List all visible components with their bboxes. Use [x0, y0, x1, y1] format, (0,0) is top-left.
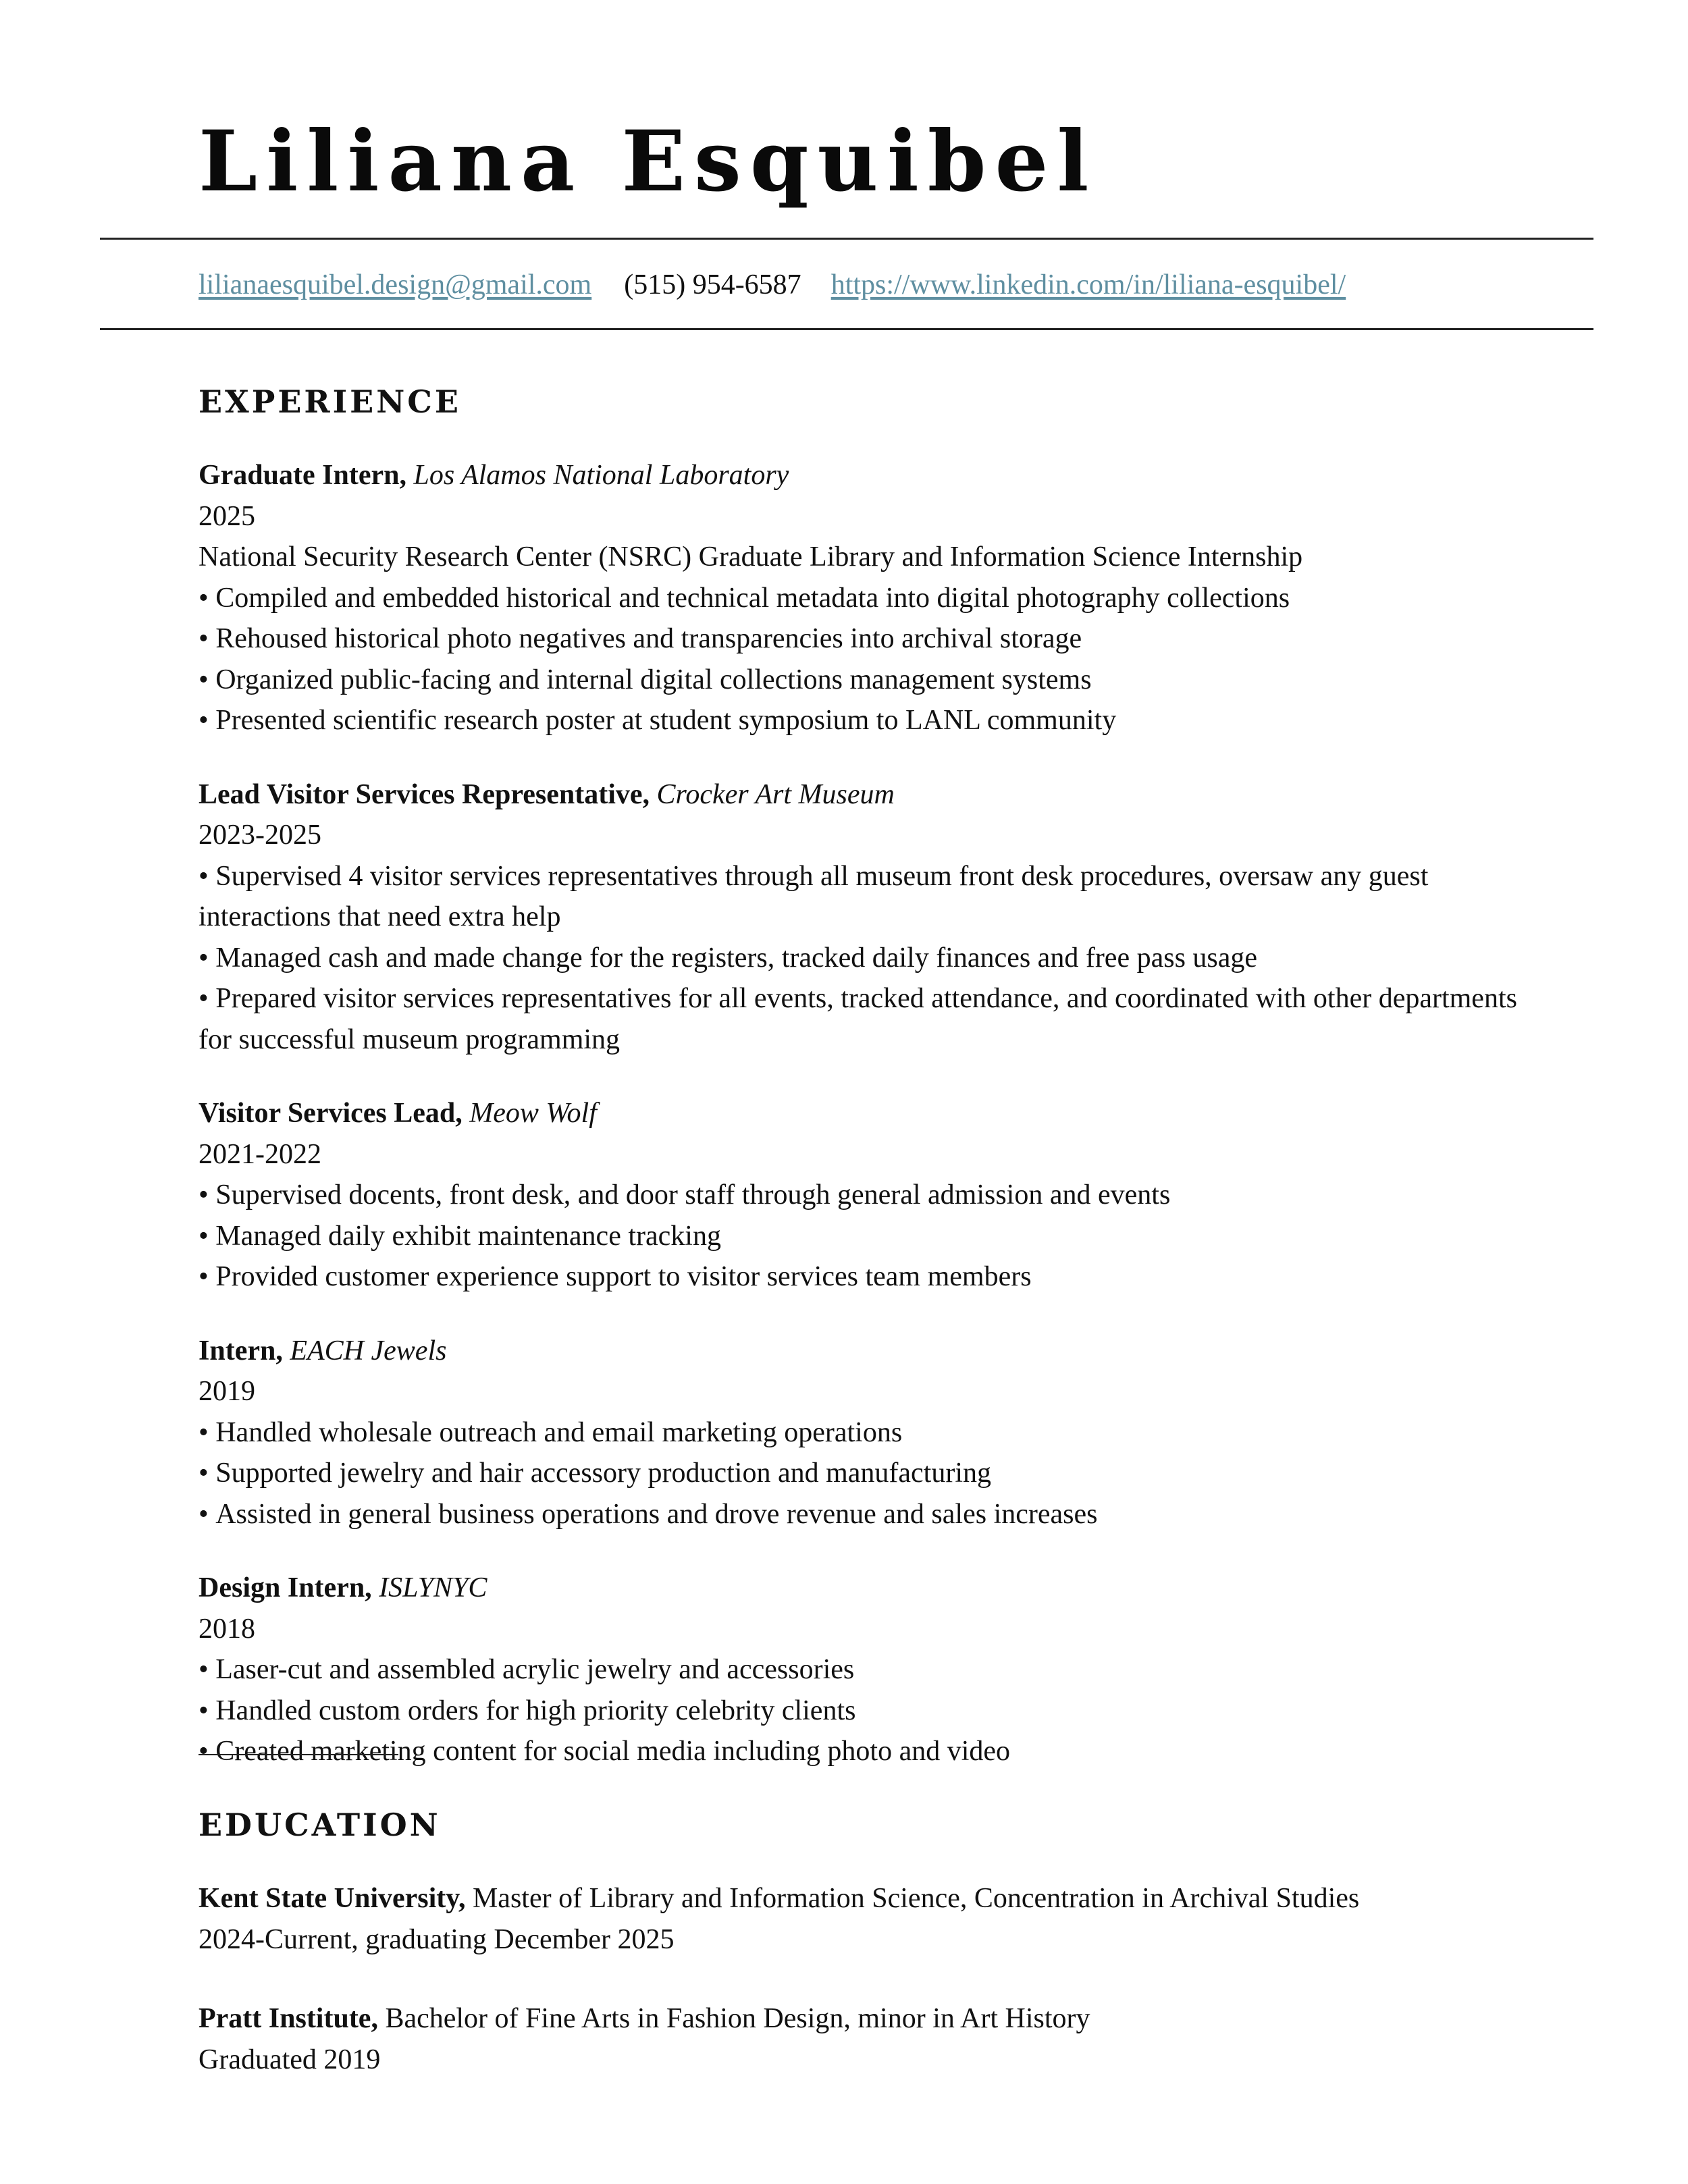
- job-years: 2021-2022: [199, 1138, 321, 1170]
- experience-list: [199, 455, 1535, 1805]
- job-header: [199, 1568, 1535, 1609]
- bullet-item: • Organized public-facing and internal digital collections management systems: [199, 660, 1535, 701]
- job-organization: Meow Wolf: [469, 1098, 597, 1129]
- email-link[interactable]: lilianaesquibel.design@gmail.com: [199, 269, 592, 300]
- job-title: Intern,: [199, 1335, 283, 1366]
- job-title: Visitor Services Lead,: [199, 1098, 463, 1129]
- job-header: [199, 455, 1535, 496]
- job-entry: [199, 774, 1535, 1061]
- job-description: National Security Research Center (NSRC) Graduate Library and Information Science Internship: [199, 541, 1303, 572]
- phone-number: (515) 954-6587: [624, 269, 801, 300]
- job-bullets: [199, 856, 1535, 1061]
- job-years: 2018: [199, 1613, 255, 1645]
- education-dates: 2024-Current, graduating December 2025: [199, 1923, 675, 1955]
- job-entry: [199, 1093, 1535, 1298]
- job-organization: ISLYNYC: [379, 1572, 487, 1603]
- bullet-item: • Managed cash and made change for the registers, tracked daily finances and free pass usage: [199, 938, 1535, 979]
- job-entry: [199, 1331, 1535, 1535]
- education-dates: Graduated 2019: [199, 2044, 381, 2075]
- bullet-item: • Rehoused historical photo negatives and transparencies into archival storage: [199, 618, 1535, 660]
- education-entry: [199, 1878, 1535, 1960]
- bullet-item: • Supervised 4 visitor services representatives through all museum front desk procedures, oversaw any guest interactions that need extra help: [199, 856, 1535, 938]
- job-title: Design Intern,: [199, 1572, 372, 1603]
- bullet-item: • Supported jewelry and hair accessory production and manufacturing: [199, 1453, 1535, 1494]
- bullet-item: • Prepared visitor services representatives for all events, tracked attendance, and coordinated with other departments for successful museum programming: [199, 978, 1535, 1060]
- job-title: Lead Visitor Services Representative,: [199, 778, 650, 810]
- section-divider: [199, 1754, 398, 1755]
- linkedin-link[interactable]: https://www.linkedin.com/in/liliana-esquibel/: [830, 269, 1346, 300]
- school-name: Kent State University,: [199, 1883, 466, 1914]
- job-header: [199, 774, 1535, 816]
- school-name: Pratt Institute,: [199, 2003, 378, 2034]
- bullet-item: • Assisted in general business operations and drove revenue and sales increases: [199, 1494, 1535, 1535]
- education-header: [199, 1878, 1535, 1919]
- job-years: 2025: [199, 500, 255, 532]
- candidate-name: Liliana Esquibel: [199, 113, 1098, 211]
- job-years: 2023-2025: [199, 820, 321, 851]
- experience-heading: EXPERIENCE: [199, 383, 461, 420]
- degree: Master of Library and Information Science, Concentration in Archival Studies: [472, 1883, 1360, 1914]
- bullet-item: • Compiled and embedded historical and technical metadata into digital photography collections: [199, 578, 1535, 619]
- bullet-item: • Presented scientific research poster at student symposium to LANL community: [199, 700, 1535, 741]
- job-bullets: [199, 1649, 1535, 1772]
- job-organization: EACH Jewels: [290, 1335, 447, 1366]
- job-years: 2019: [199, 1376, 255, 1407]
- bullet-item: • Laser-cut and assembled acrylic jewelry and accessories: [199, 1649, 1535, 1690]
- bullet-item: • Provided customer experience support to visitor services team members: [199, 1256, 1535, 1298]
- job-bullets: [199, 1412, 1535, 1535]
- contact-line: [199, 268, 1346, 302]
- education-header: [199, 1998, 1535, 2040]
- bullet-item: • Created marketing content for social media including photo and video: [199, 1731, 1535, 1772]
- job-header: [199, 1093, 1535, 1134]
- job-title: Graduate Intern,: [199, 460, 406, 491]
- bullet-item: • Handled wholesale outreach and email marketing operations: [199, 1412, 1535, 1454]
- job-bullets: [199, 1175, 1535, 1298]
- education-entry: [199, 1998, 1535, 2080]
- bullet-item: • Managed daily exhibit maintenance tracking: [199, 1216, 1535, 1257]
- header-top-divider: [100, 238, 1593, 240]
- education-list: [199, 1878, 1535, 2119]
- job-entry: [199, 1568, 1535, 1772]
- header-bottom-divider: [100, 328, 1593, 330]
- education-heading: EDUCATION: [199, 1807, 441, 1843]
- job-organization: Crocker Art Museum: [656, 778, 895, 810]
- degree: Bachelor of Fine Arts in Fashion Design, minor in Art History: [385, 2003, 1090, 2034]
- bullet-item: • Handled custom orders for high priority celebrity clients: [199, 1690, 1535, 1732]
- job-organization: Los Alamos National Laboratory: [413, 460, 789, 491]
- bullet-item: • Supervised docents, front desk, and door staff through general admission and events: [199, 1175, 1535, 1216]
- job-entry: [199, 455, 1535, 741]
- job-header: [199, 1331, 1535, 1372]
- job-bullets: [199, 578, 1535, 741]
